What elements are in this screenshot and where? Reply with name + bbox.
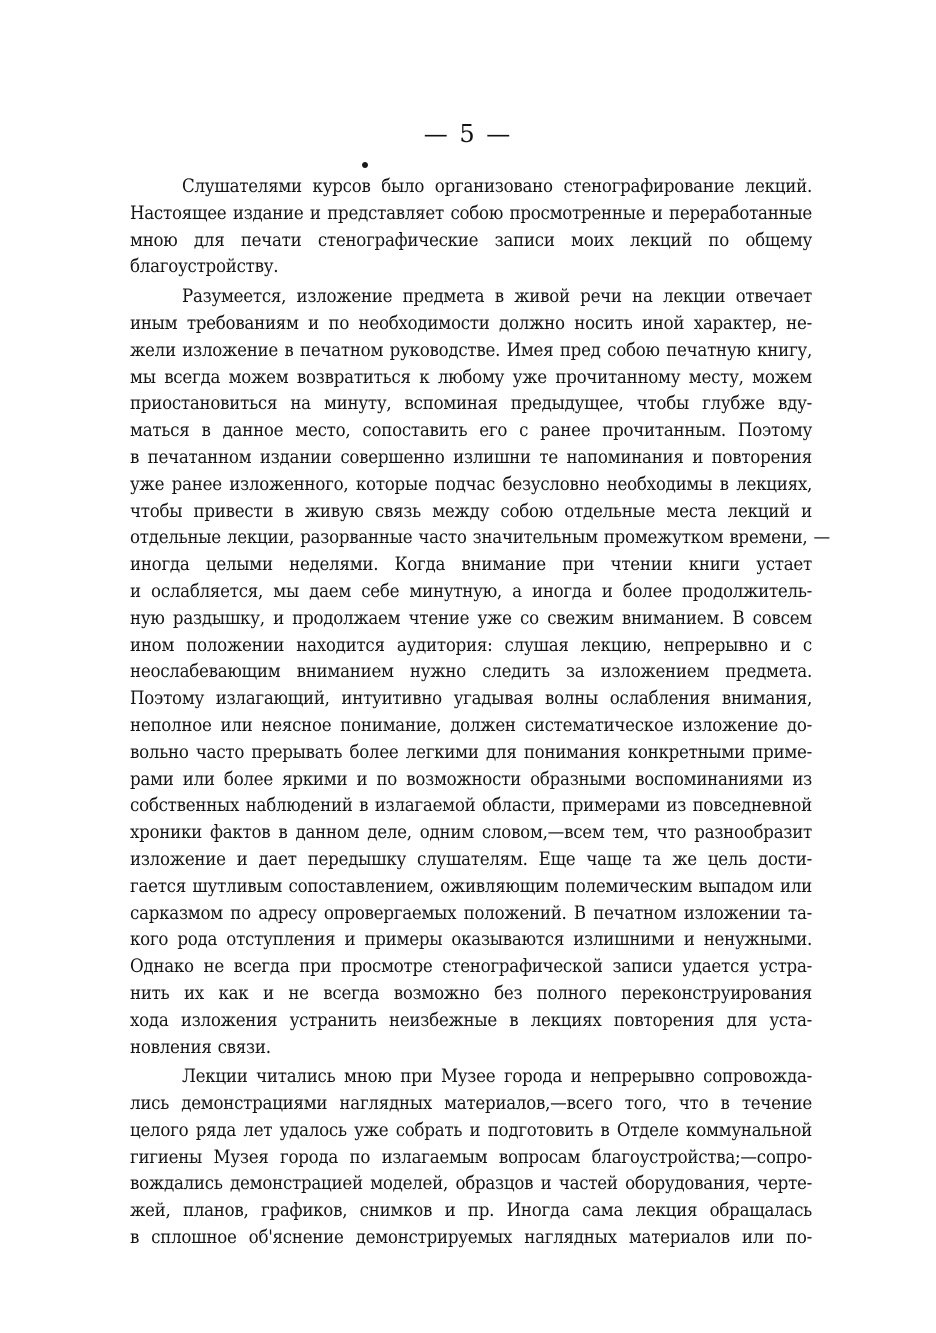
text-line: ную раздышку, и продолжаем чтение уже со свежим вниманием. В совсем	[130, 607, 812, 629]
text-line: новления связи.	[130, 1036, 271, 1058]
text-line: отдельные лекции, разорванные часто значительным промежутком времени, —	[130, 527, 830, 549]
text-line: Поэтому излагающий, интуитивно угадывая волны ослабления внимания,	[130, 688, 812, 710]
text-line: лись демонстрациями наглядных материалов,—всего того, что в течение	[130, 1093, 812, 1115]
text-line: гается шутливым сопоставлением, оживляющим полемическим выпадом или	[130, 875, 812, 897]
text-line: целого ряда лет удалось уже собрать и подготовить в Отделе коммунальной	[130, 1119, 812, 1141]
text-line: Лекции читались мною при Музее города и непрерывно сопровожда-	[182, 1066, 812, 1088]
text-line: ином положении находится аудитория: слушая лекцию, непрерывно и с	[130, 634, 812, 656]
text-line: хода изложения устранить неизбежные в лекциях повторения для уста-	[130, 1009, 812, 1031]
text-line: Настоящее издание и представляет собою просмотренные и переработанные	[130, 202, 812, 224]
text-line: маться в данное место, сопоставить его с ранее прочитанным. Поэтому	[130, 420, 812, 442]
text-line: благоустройству.	[130, 256, 279, 278]
body-text	[130, 174, 830, 1255]
text-line: мною для печати стенографические записи моих лекций по общему	[130, 229, 812, 251]
text-line: жей, планов, графиков, снимков и пр. Иногда сама лекция обращалась	[130, 1200, 812, 1222]
text-line: хроники фактов в данном деле, одним словом,—всем тем, что разнообразит	[130, 822, 812, 844]
text-line: неполное или неясное понимание, должен систематическое изложение до-	[130, 714, 812, 736]
paragraph-2	[130, 284, 830, 1061]
text-line: приостановиться на минуту, вспоминая предыдущее, чтобы глубже вду-	[130, 393, 812, 415]
text-line: жели изложение в печатном руководстве. Имея пред собою печатную книгу,	[130, 339, 812, 361]
text-line: нить их как и не всегда возможно без полного переконструирования	[130, 982, 812, 1004]
text-line: Слушателями курсов было организовано стенографирование лекций.	[182, 176, 812, 197]
text-line: рами или более яркими и по возможности образными воспоминаниями из	[130, 768, 812, 790]
text-line: в сплошное об'яснение демонстрируемых наглядных материалов или по-	[130, 1227, 812, 1249]
text-line: уже ранее изложенного, которые подчас безусловно необходимы в лекциях,	[130, 473, 812, 495]
text-line: изложение и дает передышку слушателям. Еще чаще та же цель дости-	[130, 848, 812, 870]
text-line: собственных наблюдений в излагаемой области, примерами из повседневной	[130, 795, 812, 817]
ink-speck	[362, 162, 368, 168]
text-line: сарказмом по адресу опровергаемых положений. В печатном изложении та-	[130, 902, 812, 924]
text-line: кого рода отступления и примеры оказываются излишними и ненужными.	[130, 929, 812, 951]
text-line: гигиены Музея города по излагаемым вопросам благоустройства;—сопро-	[130, 1146, 812, 1168]
text-line: чтобы привести в живую связь между собою отдельные места лекций и	[130, 500, 812, 522]
page-number: — 5 —	[423, 120, 513, 148]
text-line: Однако не всегда при просмотре стенографической записи удается устра-	[130, 956, 812, 978]
paragraph-1	[130, 174, 812, 281]
text-line: вождались демонстрацией моделей, образцов и частей оборудования, черте-	[130, 1173, 812, 1195]
text-line: вольно часто прерывать более легкими для понимания конкретными приме-	[130, 741, 812, 763]
text-line: в печатанном издании совершенно излишни те напоминания и повторения	[130, 446, 812, 468]
text-line: иным требованиям и по необходимости должно носить иной характер, не-	[130, 312, 812, 334]
text-line: Разумеется, изложение предмета в живой речи на лекции отвечает	[182, 286, 812, 308]
text-line: мы всегда можем возвратиться к любому уже прочитанному месту, можем	[130, 366, 812, 388]
text-line: неослабевающим вниманием нужно следить за изложением предмета.	[130, 661, 812, 683]
text-line: и ослабляется, мы даем себе минутную, а иногда и более продолжитель-	[130, 580, 812, 602]
paragraph-3	[130, 1064, 812, 1252]
text-line: иногда целыми неделями. Когда внимание при чтении книги устает	[130, 554, 812, 576]
